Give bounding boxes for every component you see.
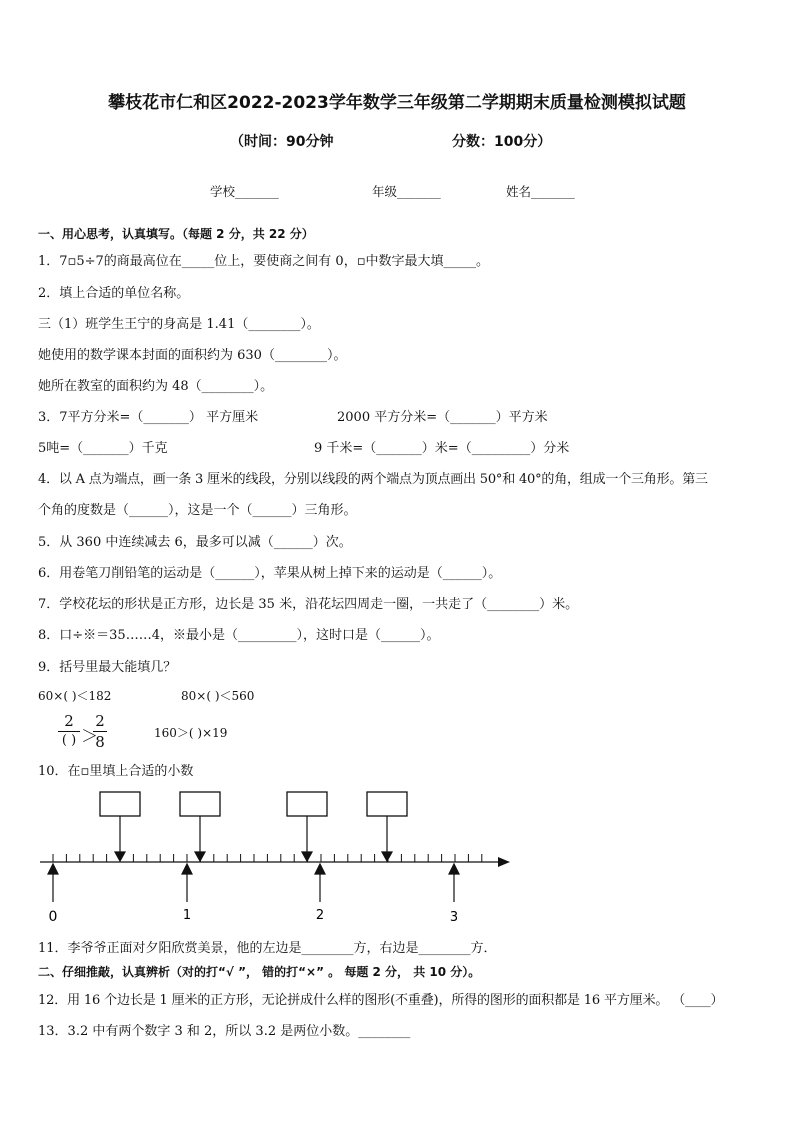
number-line-label-0: 0 (48, 909, 58, 925)
fraction-left (58, 712, 80, 748)
question-9-b: 80×( )＜560 (181, 689, 255, 703)
greater-than-sign: ＞ (81, 727, 98, 747)
answer-boxes (100, 792, 407, 816)
question-2-line-2: 她使用的数学课本封面的面积约为 630（________）。 (38, 348, 347, 363)
question-3-b: 2000 平方分米=（_______）平方米 (337, 410, 548, 425)
number-line-label-1: 1 (182, 908, 192, 923)
question-11: 11．李爷爷正面对夕阳欣赏美景，他的左边是________方，右边是________方． (38, 941, 497, 956)
page-title: 攀枝花市仁和区2022-2023学年数学三年级第二学期期末质量检测模拟试题 (108, 93, 686, 113)
question-12: 12．用 16 个边长是 1 厘米的正方形，无论拼成什么样的图形(不重叠)，所得的图形的面积都是 16 平方厘米。 （____） (38, 993, 724, 1008)
question-4-line-1: 4．以 A 点为端点，画一条 3 厘米的线段，分别以线段的两个端点为顶点画出 50°和 40°的角，组成一个三角形。第三 (38, 472, 708, 487)
number-line-figure (0, 780, 794, 930)
section-2-heading: 二、仔细推敲，认真辨析（对的打“√ ”， 错的打“×” 。 每题 2 分， 共 10 分）。 (38, 965, 481, 979)
question-2-intro: 2．填上合适的单位名称。 (38, 286, 190, 301)
question-6: 6．用卷笔刀削铅笔的运动是（______），苹果从树上掉下来的运动是（______）。 (38, 566, 502, 581)
fraction-bar (58, 731, 80, 732)
fraction-bar (93, 731, 107, 732)
grade-field[interactable]: 年级_______ (372, 184, 441, 199)
exam-score: 分数：100分） (452, 134, 552, 150)
number-line-arrowhead (498, 857, 510, 867)
question-3-a: 3．7平方分米=（_______） 平方厘米 (38, 410, 259, 425)
question-9-a: 60×( )＜182 (38, 689, 112, 703)
answer-box-4[interactable] (367, 792, 407, 816)
question-7: 7．学校花坛的形状是正方形，边长是 35 米，沿花坛四周走一圈，一共走了（________）米。 (38, 597, 579, 612)
question-2-line-3: 她所在教室的面积约为 48（________）。 (38, 379, 274, 394)
number-line-label-3: 3 (449, 910, 459, 925)
question-4-line-2: 个角的度数是（______），这是一个（______）三角形。 (38, 503, 357, 518)
fraction-right (93, 712, 107, 751)
fraction-left-denominator: ( ) (61, 733, 77, 748)
question-9-c: 160＞( )×19 (154, 726, 228, 740)
question-9-intro: 9．括号里最大能填几？ (38, 660, 177, 675)
section-1-heading: 一、用心思考，认真填写。（每题 2 分，共 22 分） (38, 227, 314, 241)
number-line-label-2: 2 (315, 908, 325, 923)
fraction-right-numerator: 2 (95, 712, 105, 730)
question-10-intro: 10．在▫里填上合适的小数 (38, 764, 194, 779)
exam-time: （时间：90分钟 (230, 134, 334, 150)
question-8: 8．口÷※＝35……4，※最小是（_________），这时口是（______）。 (38, 628, 440, 643)
answer-box-1[interactable] (100, 792, 140, 816)
label-pointers (48, 864, 459, 902)
question-5: 5．从 360 中连续减去 6，最多可以减（______）次。 (38, 535, 352, 550)
name-field[interactable]: 姓名_______ (506, 184, 575, 199)
question-1: 1．7▫5÷7的商最高位在_____位上，要使商之间有 0，▫中数字最大填_____。 (38, 254, 490, 269)
answer-box-3[interactable] (287, 792, 327, 816)
school-field[interactable]: 学校_______ (210, 184, 279, 199)
question-3-c: 5吨=（_______）千克 (38, 441, 168, 456)
question-2-line-1: 三（1）班学生王宁的身高是 1.41（________）。 (38, 317, 320, 332)
fraction-right-denominator: 8 (95, 733, 105, 751)
question-13: 13．3.2 中有两个数字 3 和 2，所以 3.2 是两位小数。________ (38, 1024, 411, 1039)
answer-box-2[interactable] (180, 792, 220, 816)
question-3-d: 9 千米=（_______）米=（_________）分米 (314, 441, 570, 456)
fraction-left-numerator: 2 (64, 712, 74, 730)
